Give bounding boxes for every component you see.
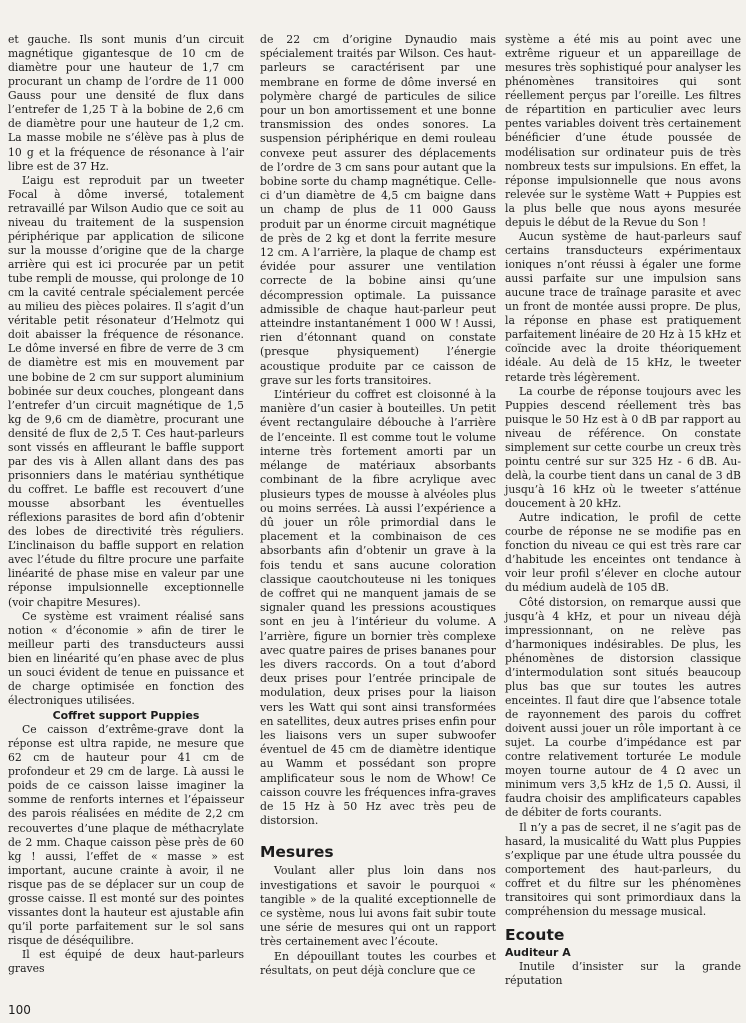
- paragraph: Voulant aller plus loin dans nos investigations et savoir le pourquoi « tangible » de la qualité exceptionnelle de ce système, nous lui avons fait subir toute une série de mesures qui ont un rapport très certainement avec l’écoute.: [260, 864, 496, 949]
- paragraph: Inutile d’insister sur la grande réputation: [505, 960, 741, 988]
- paragraph: Ce système est vraiment réalisé sans notion « d’économie » afin de tirer le meilleur parti des transducteurs aussi bien en linéarité qu’en phase avec de plus un souci évident de tenue en puissance et de charge optimisée en fonction des électroniques utilisées.: [8, 609, 244, 707]
- paragraph: de 22 cm d’origine Dynaudio mais spécialement traités par Wilson. Ces haut-parleurs se caractérisent par une membrane en forme de dôme inversé en polymère chargé de particules de silice pour un bon amortissement et une bonne transmission des ondes sonores. La suspension périphérique en demi rouleau convexe peut assurer des déplacements de l’ordre de 3 cm sans pour autant que la bobine sorte du champ magnétique. Celle-ci d’un diamètre de 4,5 cm baigne dans un champ de plus de 11 000 Gauss produit par un énorme circuit magnétique de près de 2 kg et dont la ferrite mesure 12 cm. A l’arrière, la plaque de champ est évidée pour assurer une ventilation correcte de la bobine ainsi qu’une décompression optimale. La puissance admissible de chaque haut-parleur peut atteindre instantanément 1 000 W ! Aussi, rien d’étonnant quand on constate (presque physiquement) l’énergie acoustique produite par ce caisson de grave sur les forts transitoires.: [260, 33, 496, 387]
- paragraph: Aucun système de haut-parleurs sauf certains transducteurs expérimentaux ioniques n’ont réussi à égaler une forme aussi parfaite sur une impulsion sans aucune trace de traînage parasite et avec un front de montée aussi propre. De plus, la réponse en phase est pratiquement parfaitement linéaire de 20 Hz à 15 kHz et coïncide avec la droite théoriquement idéale. Au delà de 15 kHz, le tweeter retarde très légèrement.: [505, 229, 741, 384]
- section-title-mesures: Mesures: [260, 843, 334, 862]
- paragraph: Ce caisson d’extrême-grave dont la réponse est ultra rapide, ne mesure que 62 cm de hauteur pour 41 cm de profondeur et 29 cm de large. Là aussi le poids de ce caisson laisse imaginer la somme de renforts internes et l’épaisseur des parois réalisées en médite de 2,2 cm recouvertes d’une plaque de méthacrylate de 2 mm. Chaque caisson pèse près de 60 kg ! aussi, l’effet de « masse » est important, aucune crainte à avoir, il ne risque pas de se déplacer sur un coup de grosse caisse. Il est monté sur des pointes vissantes dont la hauteur est ajustable afin qu’il porte parfaitement sur le sol sans risque de déséquilibre.: [8, 723, 244, 947]
- paragraph: La courbe de réponse toujours avec les Puppies descend réellement très bas puisque le 50 Hz est à 0 dB par rapport au niveau de référence. On constate simplement sur cette courbe un creux très pointu centré sur sur 325 Hz - 6 dB. Au-delà, la courbe tient dans un canal de 3 dB jusqu’à 16 kHz où le tweeter s’atténue doucement à 20 kHz.: [505, 384, 741, 511]
- paragraph: système a été mis au point avec une extrême rigueur et un appareillage de mesures très sophistiqué pour analyser les phénomènes transitoires qui sont réellement perçus par l’oreille. Les filtres de répartition en particulier avec leurs pentes variables doivent très certainement bénéficier d’une étude poussée de modélisation sur ordinateur puis de très nombreux tests sur impulsions. En effet, la réponse impulsionnelle que nous avons relevée sur le système Watt + Puppies est la plus belle que nous ayons mesurée depuis le début de la Revue du Son !: [505, 33, 741, 229]
- paragraph: Il est équipé de deux haut-parleurs graves: [8, 948, 244, 976]
- paragraph: Côté distorsion, on remarque aussi que jusqu’à 4 kHz, et pour un niveau déjà impressionnant, on ne relève pas d’harmoniques indésirables. De plus, les phénomènes de distorsion classique d’intermodulation sont situés beaucoup plus bas que sur toutes les autres enceintes. Il faut dire que l’absence totale de rayonnement des parois du coffret doivent aussi jouer un rôle important à ce sujet. La courbe d’impédance est par contre relativement torturée Le module moyen tourne autour de 4 Ω avec un minimum vers 3,5 kHz de 1,5 Ω. Aussi, il faudra choisir des amplificateurs capables de débiter de forts courants.: [505, 595, 741, 820]
- paragraph: Il n’y a pas de secret, il ne s’agit pas de hasard, la musicalité du Watt plus Puppies s’explique par une étude ultra poussée du comportement des haut-parleurs, du coffret et du filtre sur les phénomènes transitoires qui sont primordiaux dans la compréhension du message musical.: [505, 820, 741, 918]
- text-column-1: [8, 33, 244, 976]
- subheading-coffret-support: Coffret support Puppies: [52, 709, 200, 722]
- paragraph: L’intérieur du coffret est cloisonné à la manière d’un casier à bouteilles. Un petit évent rectangulaire débouche à l’arrière de l’enceinte. Il est comme tout le volume interne très fortement amorti par un mélange de matériaux absorbants combinant de la fibre acrylique avec plusieurs types de mousse à alvéoles plus ou moins serrées. Là aussi l’expérience a dû jouer un rôle primordial dans le placement et la combinaison de ces absorbants afin d’obtenir un grave à la fois tendu et sans aucune coloration classique caoutchouteuse ni les toniques de coffret qui ne manquent jamais de se signaler quand les pressions acoustiques sont en jeu à l’intérieur du volume. A l’arrière, figure un bornier très complexe avec quatre paires de prises bananes pour les divers raccords. On a tout d’abord deux prises pour l’entrée principale de modulation, deux prises pour la liaison vers les Watt qui sont ainsi transformées en satellites, deux autres prises enfin pour les liaisons vers un super subwoofer éventuel de 45 cm de diamètre identique au Wamm et possédant son propre amplificateur sous le nom de Whow! Ce caisson couvre les fréquences infra-graves de 15 Hz à 50 Hz avec très peu de distorsion.: [260, 388, 496, 828]
- page-number: 100: [8, 1003, 31, 1017]
- paragraph: L’aigu est reproduit par un tweeter Focal à dôme inversé, totalement retravaillé par Wilson Audio que ce soit au niveau du traitement de la suspension périphérique par application de silicone sur la mousse d’origine que de la charge arrière qui est ici procurée par un petit tube rempli de mousse, qui prolonge de 10 cm la cavité centrale spécialement percée au milieu des pièces polaires. Il s’agit d’un véritable petit résonateur d’Helmotz qui doit abaisser la fréquence de résonance. Le dôme inversé en fibre de verre de 3 cm de diamètre est mis en mouvement par une bobine de 2 cm sur support aluminium bobinée sur deux couches, plongeant dans l’entrefer d’un circuit magnétique de 1,5 kg de 9,6 cm de diamètre, procurant une densité de flux de 2,5 T. Ces haut-parleurs sont vissés en affleurant le baffle support par des vis à Allen allant dans des pas prisonniers dans le matériau synthétique du coffret. Le baffle est recouvert d’une mousse absorbant les éventuelles réflexions parasites de bord afin d’obtenir des lobes de directivité très réguliers. L’inclinaison du baffle support en relation avec l’étude du filtre procure une parfaite linéarité de phase mise en valeur par une réponse impulsionnelle exceptionnelle (voir chapitre Mesures).: [8, 173, 245, 609]
- subheading-auditeur-a: Auditeur A: [505, 945, 571, 959]
- paragraph: En dépouillant toutes les courbes et résultats, on peut déjà conclure que ce: [260, 949, 496, 977]
- section-title-ecoute: Ecoute: [505, 925, 565, 944]
- paragraph: Autre indication, le profil de cette courbe de réponse ne se modifie pas en fonction du niveau ce qui est très rare car d’habitude les enceintes ont tendance à voir leur profil s’élever en cloche autour du médium audelà de 105 dB.: [505, 511, 741, 595]
- paragraph: et gauche. Ils sont munis d’un circuit magnétique gigantesque de 10 cm de diamètre pour une hauteur de 1,7 cm procurant un champ de l’ordre de 11 000 Gauss pour une densité de flux dans l’entrefer de 1,25 T à la bobine de 2,6 cm de diamètre pour une hauteur de 1,2 cm. La masse mobile ne s’élève pas à plus de 10 g et la fréquence de résonance à l’air libre est de 37 Hz.: [8, 33, 244, 173]
- text-column-3: [505, 33, 741, 988]
- text-column-2: [260, 33, 496, 978]
